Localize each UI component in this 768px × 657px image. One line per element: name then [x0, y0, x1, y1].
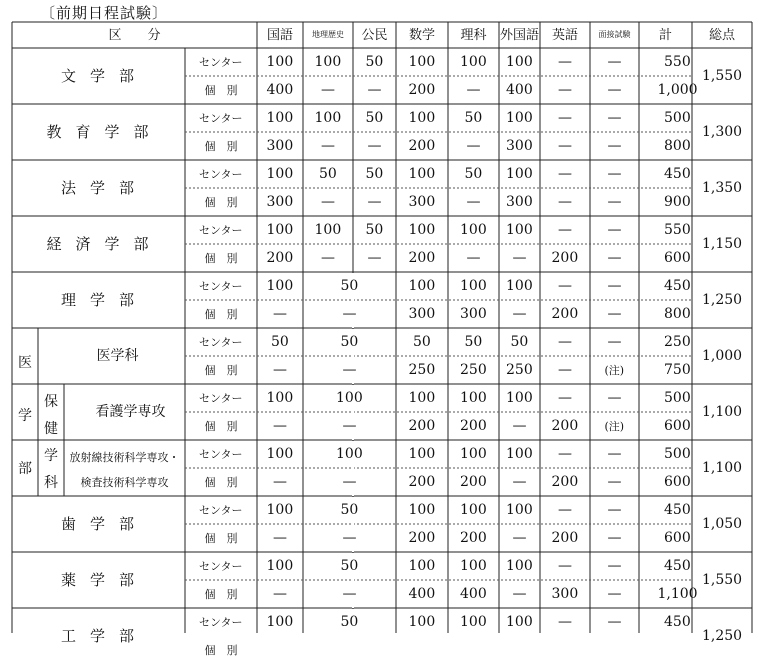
table-cell: — — [607, 194, 622, 210]
table-cell: — — [273, 530, 287, 546]
row-total: 450 — [664, 502, 691, 518]
table-cell: 200 — [408, 250, 436, 266]
table-cell: 100 — [506, 54, 533, 70]
table-cell: 400 — [506, 82, 533, 98]
faculty-name: 歯学部 — [61, 514, 149, 533]
row-total: 600 — [664, 250, 691, 266]
group-health-char: 保 — [44, 394, 58, 410]
row-total: 800 — [664, 138, 691, 154]
table-cell: 100 — [408, 278, 436, 294]
table-cell: — — [607, 222, 622, 238]
table-cell: 100 — [506, 446, 533, 462]
table-cell: — — [607, 82, 622, 98]
table-cell: 200 — [460, 418, 487, 434]
table-cell: 100 — [266, 558, 294, 574]
table-cell: — — [607, 54, 622, 70]
table-cell: — — [466, 138, 481, 154]
table-cell: 100 — [506, 558, 533, 574]
table-cell: 300 — [551, 586, 579, 602]
table-cell: 100 — [506, 614, 533, 630]
table-cell: — — [273, 586, 287, 602]
header-subject: 数学 — [409, 27, 436, 43]
row-total: 250 — [664, 334, 691, 350]
table-cell: 300 — [506, 194, 533, 210]
row-total: 600 — [664, 418, 691, 434]
table-cell: 100 — [266, 166, 294, 182]
table-cell: 100 — [266, 110, 294, 126]
table-cell: — — [607, 586, 622, 602]
table-cell: 400 — [460, 586, 487, 602]
table-cell: — — [558, 166, 572, 182]
table-cell: — — [321, 194, 335, 210]
table-cell: 100 — [336, 446, 363, 462]
table-cell: — — [273, 474, 287, 490]
table-cell: 300 — [408, 194, 436, 210]
row-label: 個 別 — [204, 363, 238, 377]
table-cell: 300 — [460, 306, 487, 322]
table-cell: 200 — [408, 530, 436, 546]
row-label: センター — [199, 111, 243, 125]
table-cell: 200 — [551, 474, 579, 490]
table-cell: — — [607, 614, 622, 630]
group-health-char: 学 — [44, 448, 58, 464]
table-cell: 250 — [460, 362, 487, 378]
row-label: 個 別 — [204, 195, 238, 209]
row-total: 450 — [664, 614, 691, 630]
table-cell: — — [342, 418, 357, 434]
grand-total: 1,050 — [702, 516, 743, 532]
row-total: 450 — [664, 558, 691, 574]
row-total: 600 — [664, 474, 691, 490]
table-cell: — — [607, 530, 622, 546]
row-total: 1,000 — [657, 82, 698, 98]
table-cell: — — [607, 306, 622, 322]
table-cell: — — [607, 334, 622, 350]
group-medicine-char: 医 — [18, 355, 32, 371]
table-cell: — — [607, 558, 622, 574]
table-cell: — — [367, 138, 382, 154]
table-cell: 200 — [408, 138, 436, 154]
table-cell: 50 — [340, 614, 359, 630]
table-cell: 100 — [506, 278, 533, 294]
table-cell: 100 — [460, 278, 487, 294]
row-label: 個 別 — [204, 251, 238, 265]
table-cell: — — [558, 614, 572, 630]
table-cell: — — [558, 222, 572, 238]
table-cell: 100 — [460, 54, 487, 70]
row-label: センター — [199, 391, 243, 405]
row-label: 個 別 — [204, 643, 238, 657]
group-medicine-char: 学 — [18, 408, 32, 424]
faculty-name: 教育学部 — [46, 122, 163, 141]
faculty-name: 経済学部 — [46, 234, 163, 253]
table-cell: 300 — [506, 138, 533, 154]
table-cell: — — [607, 446, 622, 462]
table-cell: 300 — [266, 194, 294, 210]
header-grand-total: 総点 — [709, 27, 736, 43]
table-cell: — — [558, 390, 572, 406]
table-cell: (注) — [604, 419, 625, 433]
table-cell: 50 — [340, 502, 359, 518]
header-subject: 面接試験 — [598, 30, 631, 39]
grand-total: 1,100 — [702, 460, 743, 476]
table-cell: 100 — [408, 390, 436, 406]
group-health-char: 科 — [44, 475, 58, 491]
table-cell: — — [607, 278, 622, 294]
table-cell: 200 — [460, 530, 487, 546]
grand-total: 1,250 — [702, 628, 743, 644]
table-cell: — — [607, 250, 622, 266]
table-cell: — — [342, 306, 357, 322]
faculty-name: 工学部 — [61, 626, 149, 645]
table-cell: 100 — [266, 390, 294, 406]
table-cell: 400 — [266, 82, 294, 98]
table-cell: 250 — [408, 362, 436, 378]
row-total: 550 — [664, 222, 691, 238]
table-cell: 50 — [365, 222, 384, 238]
table-cell: 50 — [365, 54, 384, 70]
row-label: センター — [199, 503, 243, 517]
table-cell: — — [558, 502, 572, 518]
table-cell: — — [607, 474, 622, 490]
table-cell: — — [558, 54, 572, 70]
table-cell: 100 — [408, 166, 436, 182]
table-cell: 100 — [460, 446, 487, 462]
table-cell: — — [512, 474, 527, 490]
row-total: 900 — [664, 194, 691, 210]
table-cell: 100 — [314, 222, 342, 238]
table-cell: — — [321, 138, 335, 154]
table-cell: — — [607, 166, 622, 182]
table-cell: — — [607, 138, 622, 154]
table-cell: 50 — [340, 558, 359, 574]
table-cell: 50 — [464, 110, 483, 126]
row-total: 800 — [664, 306, 691, 322]
faculty-name: 検査技術科学専攻 — [80, 475, 169, 489]
grand-total: 1,350 — [702, 180, 743, 196]
table-cell: 200 — [551, 306, 579, 322]
table-cell: 100 — [408, 614, 436, 630]
table-cell: — — [558, 138, 572, 154]
table-cell: 100 — [506, 390, 533, 406]
table-cell: 200 — [266, 250, 294, 266]
table-cell: 300 — [266, 138, 294, 154]
row-label: 個 別 — [204, 419, 238, 433]
table-cell: — — [342, 530, 357, 546]
table-cell: — — [558, 558, 572, 574]
table-cell: 100 — [266, 278, 294, 294]
row-label: 個 別 — [204, 139, 238, 153]
header-subject: 外国語 — [500, 27, 540, 43]
header-subject: 理科 — [460, 27, 487, 43]
grand-total: 1,100 — [702, 404, 743, 420]
table-cell: 100 — [266, 222, 294, 238]
table-cell: 200 — [551, 530, 579, 546]
table-cell: 50 — [340, 334, 359, 350]
table-cell: 50 — [365, 166, 384, 182]
table-cell: 100 — [266, 54, 294, 70]
table-cell: — — [558, 278, 572, 294]
table-cell: — — [342, 362, 357, 378]
table-cell: — — [466, 82, 481, 98]
table-cell: — — [273, 362, 287, 378]
table-cell: 100 — [460, 614, 487, 630]
table-cell: — — [607, 390, 622, 406]
table-cell: — — [466, 250, 481, 266]
row-label: 個 別 — [204, 307, 238, 321]
header-subject: 公民 — [361, 27, 388, 43]
grand-total: 1,150 — [702, 236, 743, 252]
table-cell: 50 — [340, 278, 359, 294]
row-label: センター — [199, 615, 243, 629]
row-total: 500 — [664, 446, 691, 462]
row-label: センター — [199, 167, 243, 181]
table-cell: 100 — [506, 166, 533, 182]
row-total: 450 — [664, 278, 691, 294]
table-cell: 100 — [266, 614, 294, 630]
row-total: 500 — [664, 390, 691, 406]
faculty-name: 文学部 — [61, 66, 149, 85]
table-cell: 50 — [464, 334, 483, 350]
table-cell: 250 — [506, 362, 533, 378]
table-cell: — — [558, 334, 572, 350]
table-cell: 100 — [408, 54, 436, 70]
row-label: センター — [199, 279, 243, 293]
table-cell: 100 — [408, 558, 436, 574]
faculty-name: 放射線技術科学専攻・ — [69, 450, 180, 464]
table-cell: — — [512, 306, 527, 322]
header-subject: 英語 — [552, 27, 579, 43]
table-cell: 100 — [460, 502, 487, 518]
table-cell: — — [367, 250, 382, 266]
faculty-name: 理学部 — [61, 290, 149, 309]
grand-total: 1,550 — [702, 68, 743, 84]
table-cell: 100 — [314, 54, 342, 70]
row-label: 個 別 — [204, 475, 238, 489]
table-cell: — — [558, 446, 572, 462]
table-cell: — — [512, 530, 527, 546]
table-cell: 100 — [408, 222, 436, 238]
header-subject: 地理歴史 — [312, 30, 344, 39]
table-cell: 100 — [408, 502, 436, 518]
table-cell: — — [273, 306, 287, 322]
table-cell: 400 — [408, 586, 436, 602]
table-cell: 200 — [551, 418, 579, 434]
table-cell: — — [558, 194, 572, 210]
table-cell: 100 — [506, 110, 533, 126]
faculty-name: 薬学部 — [61, 570, 149, 589]
table-cell: — — [558, 110, 572, 126]
table-cell: 200 — [408, 418, 436, 434]
row-label: センター — [199, 559, 243, 573]
table-cell: 100 — [506, 222, 533, 238]
table-cell: 100 — [506, 502, 533, 518]
row-label: 個 別 — [204, 587, 238, 601]
page-title: 〔前期日程試験〕 — [40, 4, 169, 22]
table-cell: 100 — [336, 390, 363, 406]
group-medicine-char: 部 — [18, 461, 32, 477]
faculty-name: 医学科 — [96, 348, 139, 364]
table-cell: 50 — [271, 334, 289, 350]
header-category: 区 分 — [108, 27, 161, 43]
row-label: センター — [199, 223, 243, 237]
table-cell: 100 — [460, 390, 487, 406]
grand-total: 1,300 — [702, 124, 743, 140]
table-cell: — — [512, 418, 527, 434]
faculty-name: 看護学専攻 — [95, 404, 166, 420]
row-total: 600 — [664, 530, 691, 546]
row-label: 個 別 — [204, 83, 238, 97]
row-total: 550 — [664, 54, 691, 70]
table-cell: 100 — [408, 110, 436, 126]
table-cell: (注) — [604, 363, 625, 377]
row-total: 500 — [664, 110, 691, 126]
row-label: センター — [199, 447, 243, 461]
table-cell: — — [367, 194, 382, 210]
table-cell: — — [512, 586, 527, 602]
table-cell: — — [607, 502, 622, 518]
table-cell: 200 — [408, 82, 436, 98]
table-cell: — — [273, 418, 287, 434]
table-cell: 200 — [408, 474, 436, 490]
group-health-char: 健 — [44, 421, 58, 437]
table-cell: 200 — [551, 250, 579, 266]
table-cell: — — [321, 250, 335, 266]
table-cell: 100 — [314, 110, 342, 126]
table-cell: — — [367, 82, 382, 98]
table-cell: 50 — [365, 110, 384, 126]
table-cell: — — [342, 474, 357, 490]
table-cell: 50 — [413, 334, 431, 350]
row-label: センター — [199, 335, 243, 349]
table-cell: 100 — [460, 558, 487, 574]
table-cell: — — [558, 362, 572, 378]
table-cell: — — [512, 250, 527, 266]
table-cell: 100 — [460, 222, 487, 238]
table-cell: — — [466, 194, 481, 210]
row-total: 450 — [664, 166, 691, 182]
table-cell: — — [558, 82, 572, 98]
header-subject: 国語 — [267, 27, 294, 43]
table-cell: — — [342, 586, 357, 602]
row-total: 1,100 — [657, 586, 698, 602]
faculty-name: 法学部 — [61, 178, 149, 197]
table-cell: 100 — [266, 446, 294, 462]
table-cell: 50 — [319, 166, 337, 182]
grand-total: 1,550 — [702, 572, 743, 588]
table-cell: 200 — [460, 474, 487, 490]
table-cell: 50 — [510, 334, 529, 350]
table-cell: — — [607, 110, 622, 126]
table-cell: 100 — [266, 502, 294, 518]
table-cell: 100 — [408, 446, 436, 462]
row-label: センター — [199, 55, 243, 69]
grand-total: 1,000 — [702, 348, 743, 364]
table-cell: 50 — [464, 166, 483, 182]
row-total: 750 — [664, 362, 691, 378]
table-cell: — — [321, 82, 335, 98]
row-label: 個 別 — [204, 531, 238, 545]
header-total: 計 — [659, 27, 673, 43]
table-cell: 300 — [408, 306, 436, 322]
grand-total: 1,250 — [702, 292, 743, 308]
